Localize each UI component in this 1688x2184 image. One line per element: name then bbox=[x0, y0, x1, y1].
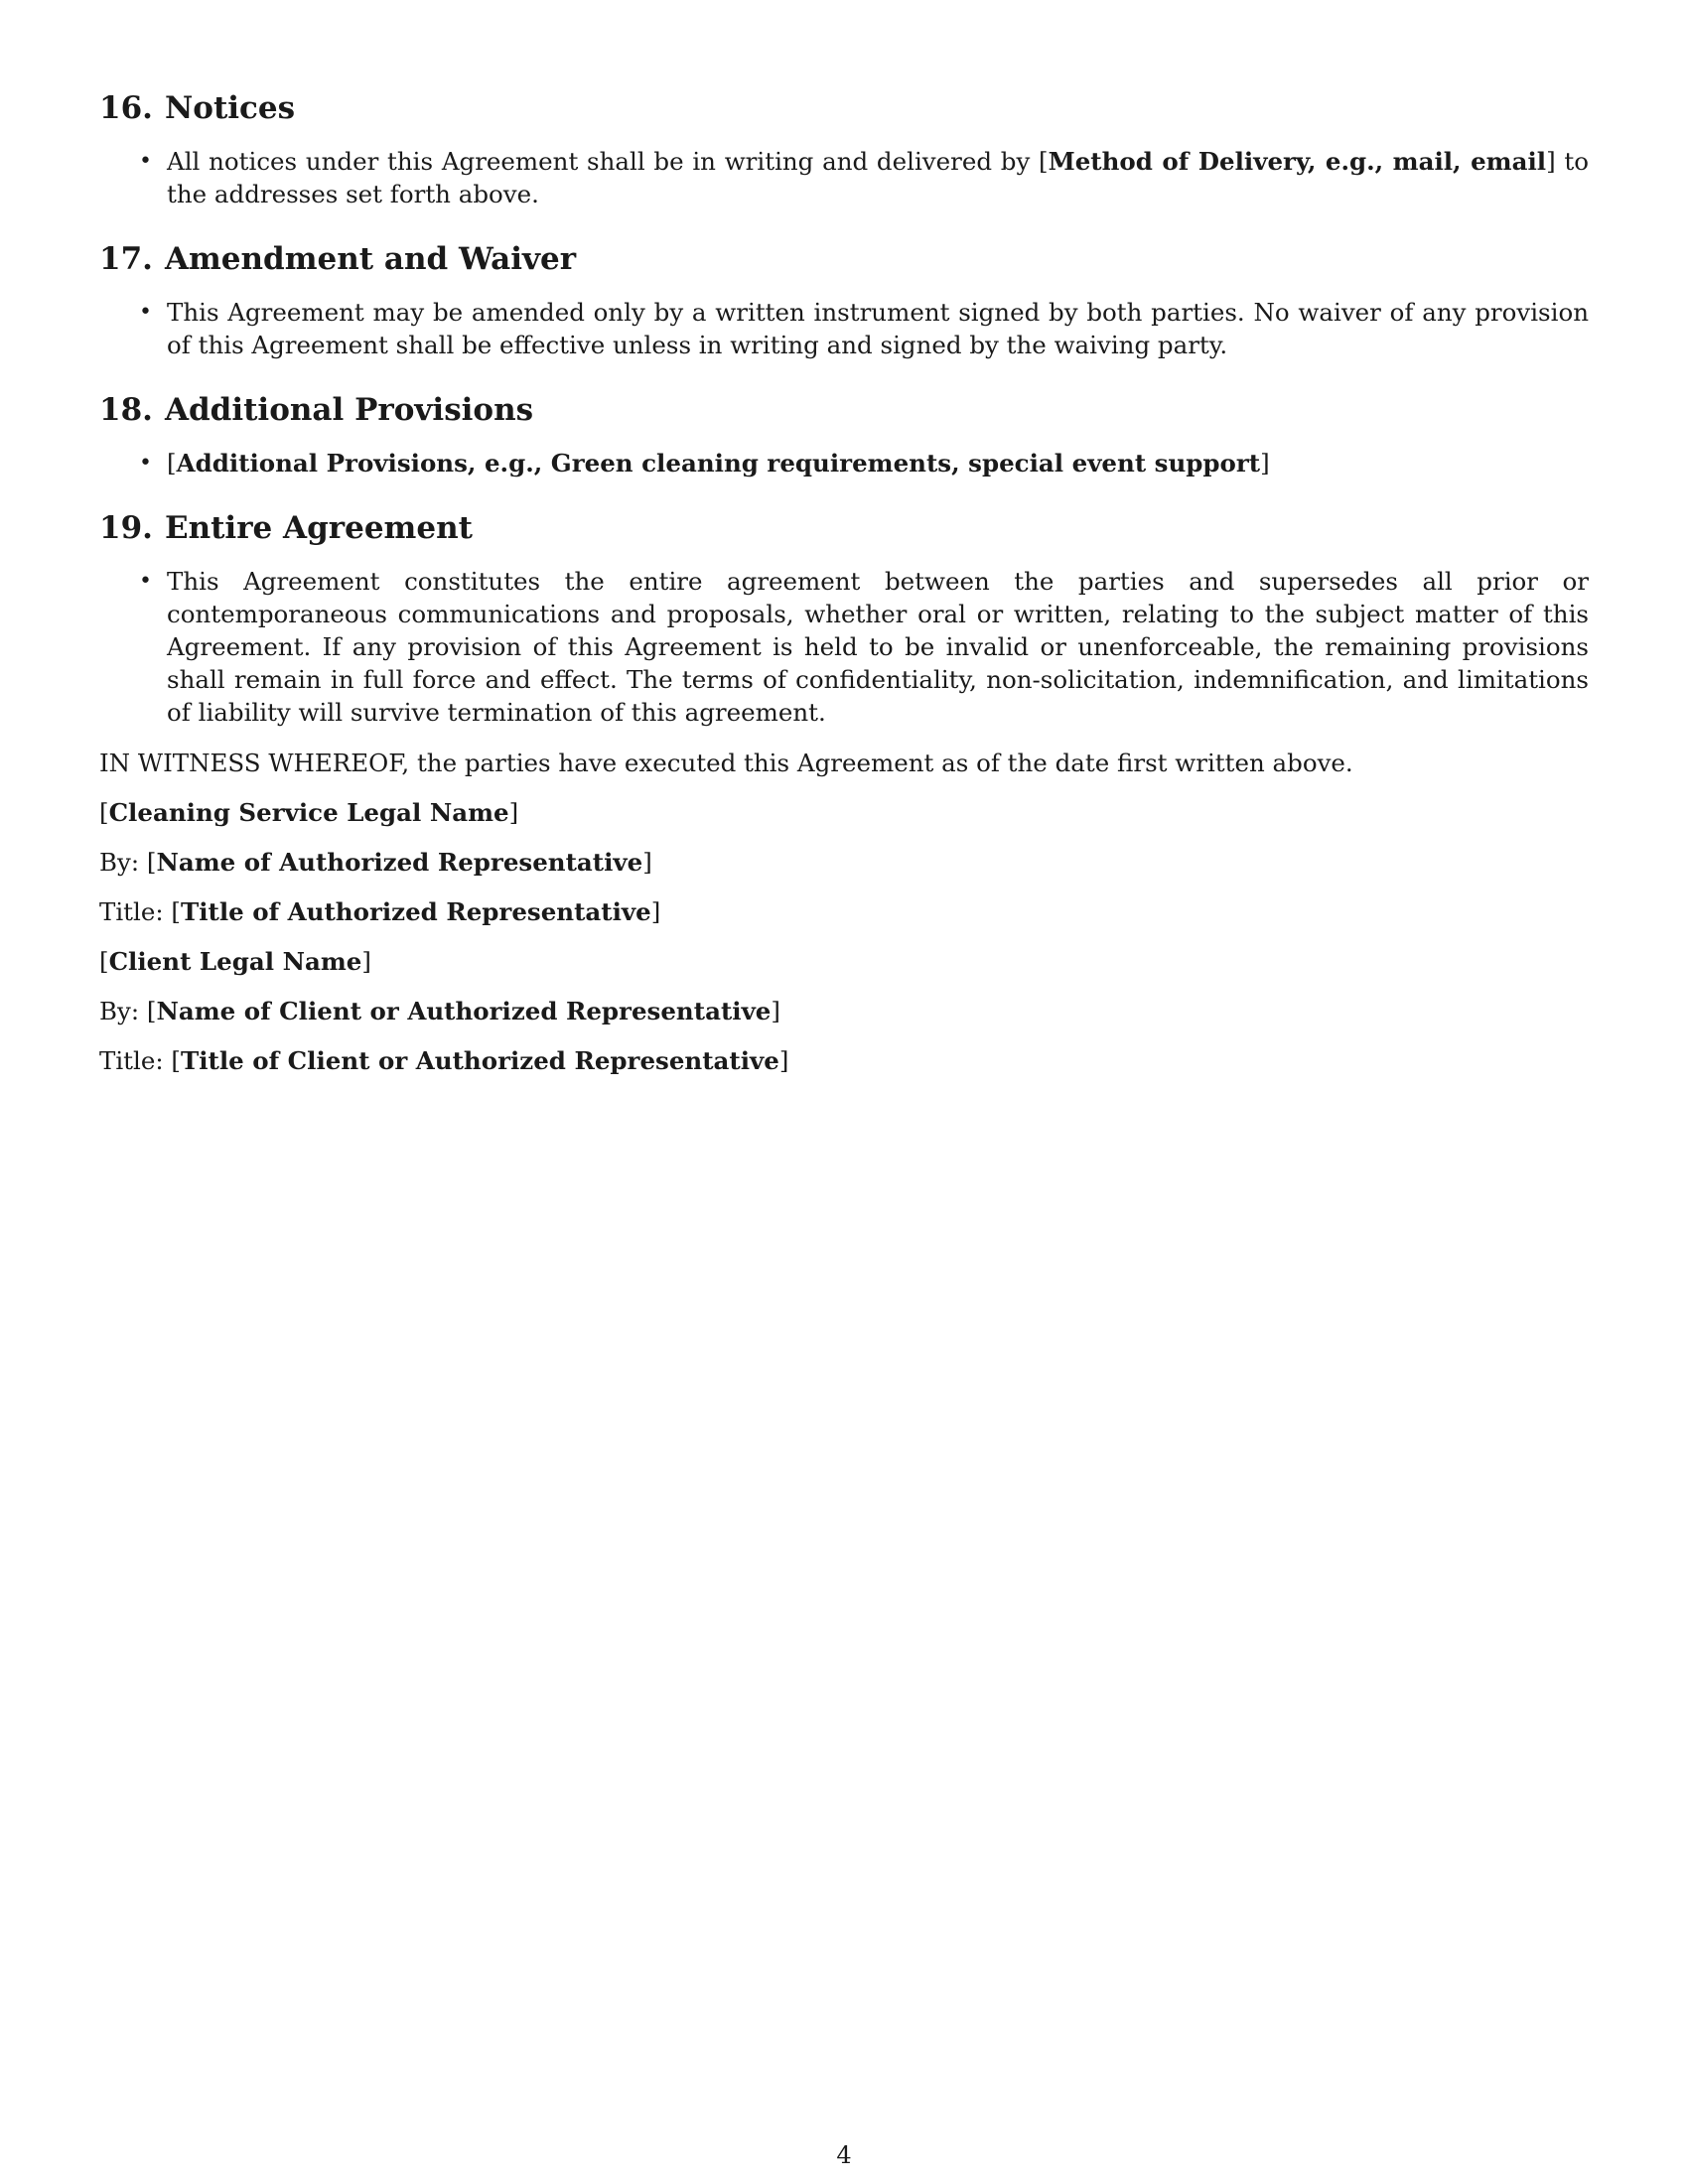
signature-line: Title: [Title of Authorized Representative] bbox=[99, 897, 661, 926]
section-title: Notices bbox=[164, 90, 296, 126]
signature-line: Title: [Title of Client or Authorized Representative] bbox=[99, 1046, 789, 1075]
bullet-list bbox=[99, 296, 1589, 361]
item-text: All notices under this Agreement shall be in writing and delivered by [ bbox=[167, 147, 1049, 176]
item-text: This Agreement may be amended only by a written instrument signed by both parties. No waiver of any provision of this Agreement shall be effective unless in writing and signed by the waiving party. bbox=[167, 298, 1589, 359]
item-text-after: ] to the addresses set forth above. bbox=[167, 147, 1589, 208]
list-item bbox=[99, 296, 1589, 361]
section-heading bbox=[99, 240, 1589, 278]
section-number: 18. bbox=[99, 392, 153, 428]
section-amendment-waiver bbox=[99, 240, 1589, 361]
item-text: [ bbox=[167, 449, 177, 478]
section-number: 17. bbox=[99, 241, 153, 277]
section-number: 19. bbox=[99, 510, 153, 546]
bullet-icon: • bbox=[139, 569, 152, 594]
section-title: Amendment and Waiver bbox=[164, 241, 577, 277]
signature-line: By: [Name of Authorized Representative] bbox=[99, 848, 652, 877]
section-heading bbox=[99, 89, 1589, 127]
section-number: 16. bbox=[99, 90, 153, 126]
bullet-list bbox=[99, 447, 1589, 479]
section-notices bbox=[99, 89, 1589, 210]
witness-statement: IN WITNESS WHEREOF, the parties have executed this Agreement as of the date first written above. bbox=[99, 749, 1353, 777]
item-text: This Agreement constitutes the entire agreement between the parties and supersedes all prior or contemporaneous communications and proposals, whether oral or written, relating to the subject matter of this Agreement. If any provision of this Agreement is held to be invalid or unenforceable, the remaining provisions shall remain in full force and effect. The terms of confidentiality, non-solicitation, indemnification, and limitations of liability will survive termination of this agreement. bbox=[167, 567, 1589, 727]
document-page bbox=[99, 89, 1589, 1094]
item-text-after: ] bbox=[1260, 449, 1270, 478]
signature-line: [Client Legal Name] bbox=[99, 947, 371, 976]
signature-placeholder: Cleaning Service Legal Name bbox=[108, 798, 509, 827]
signature-placeholder: Title of Client or Authorized Representative bbox=[180, 1046, 779, 1075]
section-entire-agreement bbox=[99, 509, 1589, 729]
list-item bbox=[99, 145, 1589, 210]
signature-line: [Cleaning Service Legal Name] bbox=[99, 798, 519, 827]
bullet-icon: • bbox=[139, 300, 152, 325]
bullet-list bbox=[99, 145, 1589, 210]
list-item bbox=[99, 447, 1589, 479]
section-heading bbox=[99, 391, 1589, 429]
page-number: 4 bbox=[836, 2141, 852, 2169]
signature-block bbox=[99, 796, 1589, 1077]
signature-placeholder: Title of Authorized Representative bbox=[180, 897, 651, 926]
section-title: Entire Agreement bbox=[164, 510, 473, 546]
list-item bbox=[99, 565, 1589, 729]
bullet-list bbox=[99, 565, 1589, 729]
signature-placeholder: Client Legal Name bbox=[108, 947, 362, 976]
signature-placeholder: Name of Client or Authorized Representative bbox=[156, 997, 772, 1025]
item-placeholder: Additional Provisions, e.g., Green cleaning requirements, special event support bbox=[176, 449, 1261, 478]
section-title: Additional Provisions bbox=[164, 392, 534, 428]
bullet-icon: • bbox=[139, 451, 152, 476]
signature-placeholder: Name of Authorized Representative bbox=[156, 848, 643, 877]
bullet-icon: • bbox=[139, 149, 152, 174]
section-additional-provisions bbox=[99, 391, 1589, 479]
item-placeholder: Method of Delivery, e.g., mail, email bbox=[1048, 147, 1547, 176]
section-heading bbox=[99, 509, 1589, 547]
signature-line: By: [Name of Client or Authorized Representative] bbox=[99, 997, 780, 1025]
